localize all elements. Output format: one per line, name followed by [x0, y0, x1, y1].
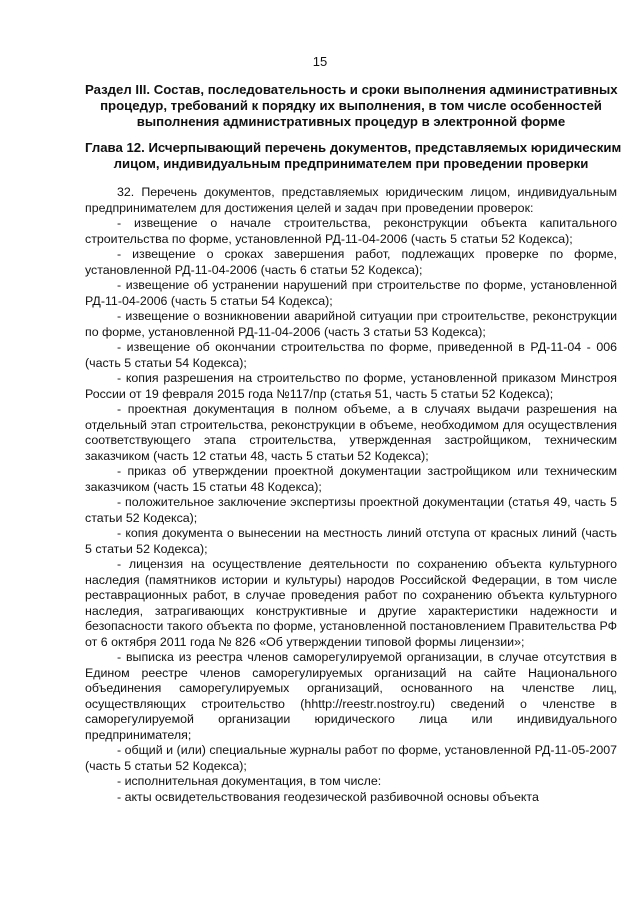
list-item: - акты освидетельствования геодезической разбивочной основы объекта [117, 789, 539, 804]
list-item: - выписка из реестра членов саморегулируемой организации, в случае отсутствия в Едином реестре членов саморегулируемых организаций на сайте Национального объединения саморегулируемых организаций, основанного на членстве лиц, осуществляющих строительство (hhttp://reestr.nostroy.ru) сведений о членстве в саморегулируемой организации юридического лица или индивидуального предпринимателя; [85, 650, 617, 742]
page-content [85, 82, 622, 805]
chapter-title-line: лицом, индивидуальным предпринимателем при проведении проверки [113, 156, 589, 171]
list-item: - копия документа о вынесении на местность линий отступа от красных линий (часть 5 статьи 52 Кодекса); [85, 526, 617, 556]
list-item: - исполнительная документация, в том числе: [117, 774, 382, 788]
list-item: - извещение об окончании строительства по форме, приведенной в РД-11-04 - 006 (часть 5 статьи 54 Кодекса); [85, 340, 617, 370]
list-item: - приказ об утверждении проектной документации застройщиком или техническим заказчиком (часть 15 статьи 48 Кодекса); [85, 464, 617, 494]
list-item: - проектная документация в полном объеме, а в случаях выдачи разрешения на отдельный этап строительства, реконструкции в объеме, необходимом для осуществления соответствующего этапа строительства, утвержденная застройщиком, техническим заказчиком (часть 12 статьи 48, часть 5 статьи 52 Кодекса); [85, 402, 617, 463]
page-number: 15 [312, 54, 328, 69]
list-item: - извещение о сроках завершения работ, подлежащих проверке по форме, установленной РД-11-04-2006 (часть 6 статьи 52 Кодекса); [85, 247, 617, 277]
section-title [85, 82, 617, 130]
list-item: - лицензия на осуществление деятельности по сохранению объекта культурного наследия (памятников истории и культуры) народов Российской Федерации, в том числе реставрационных работ, в случае проведения работ по сохранению объекта культурного наследия, затрагивающих конструктивные и другие характеристики надежности и безопасности такого объекта по форме, установленной постановлением Правительства РФ от 6 октября 2011 года № 826 «Об утверждении типовой формы лицензии»; [85, 557, 617, 649]
list-item: - положительное заключение экспертизы проектной документации (статья 49, часть 5 статьи 52 Кодекса); [85, 495, 617, 525]
list-item: - извещение об устранении нарушений при строительстве по форме, установленной РД-11-04-2006 (часть 5 статьи 54 Кодекса); [85, 278, 617, 308]
paragraph-32-intro: 32. Перечень документов, представляемых юридическим лицом, индивидуальным предпринимателем для достижения целей и задач при проведении проверок: [85, 185, 617, 215]
list-item: - извещение о возникновении аварийной ситуации при строительстве, реконструкции по форме, установленной РД-11-04-2006 (часть 3 статьи 53 Кодекса); [85, 309, 617, 339]
section-title-line: выполнения административных процедур в электронной форме [136, 114, 566, 129]
list-item: - копия разрешения на строительство по форме, установленной приказом Минстроя России от 19 февраля 2015 года №117/пр (статья 51, часть 5 статьи 52 Кодекса); [85, 371, 617, 401]
chapter-title [85, 140, 622, 172]
chapter-title-line: Глава 12. Исчерпывающий перечень документов, представляемых юридическим [85, 140, 622, 155]
list-item: - извещение о начале строительства, реконструкции объекта капитального строительства по форме, установленной РД-11-04-2006 (часть 5 статьи 52 Кодекса); [85, 216, 617, 246]
list-item: - общий и (или) специальные журналы работ по форме, установленной РД-11-05-2007 (часть 5 статьи 52 Кодекса); [85, 743, 617, 773]
body-text [85, 185, 617, 805]
section-title-line: Раздел III. Состав, последовательность и сроки выполнения административных [85, 82, 618, 97]
section-title-line: процедур, требований к порядку их выполнения, в том числе особенностей [100, 98, 602, 113]
